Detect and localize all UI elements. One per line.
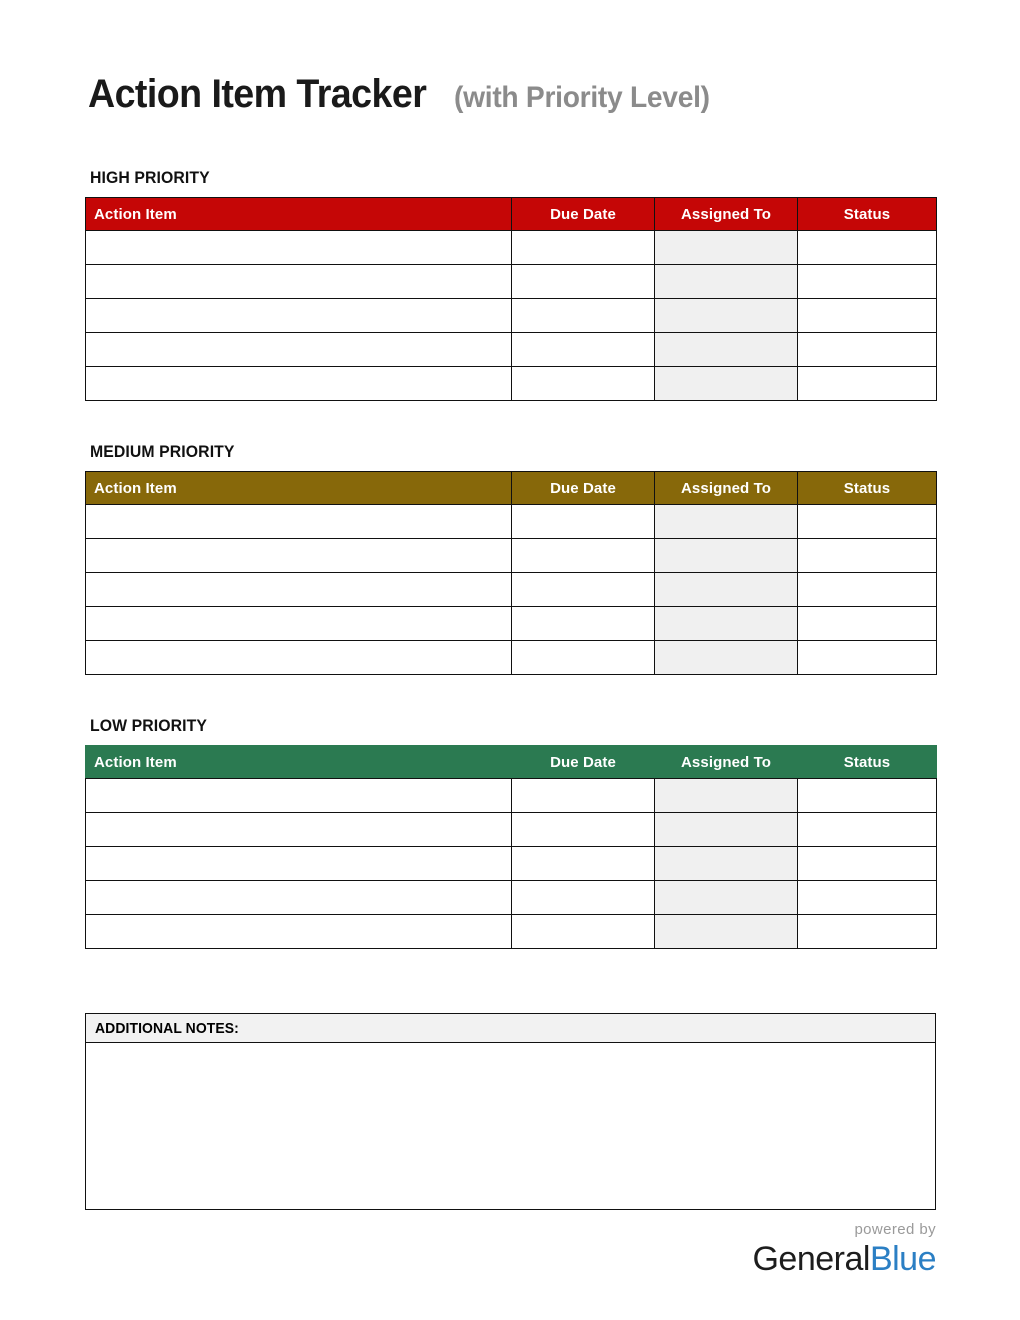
table-row[interactable] (86, 607, 937, 641)
column-header-assigned-to: Assigned To (655, 746, 798, 779)
table-header-row (86, 746, 937, 779)
table-header-row (86, 472, 937, 505)
cell-status[interactable] (798, 539, 937, 573)
cell-due-date[interactable] (512, 779, 655, 813)
cell-action-item[interactable] (86, 231, 512, 265)
cell-assigned-to[interactable] (655, 539, 798, 573)
additional-notes-label (85, 1013, 936, 1043)
section-low-priority (85, 716, 936, 949)
cell-assigned-to[interactable] (655, 813, 798, 847)
cell-due-date[interactable] (512, 299, 655, 333)
additional-notes-input[interactable] (85, 1043, 936, 1210)
cell-due-date[interactable] (512, 607, 655, 641)
cell-status[interactable] (798, 779, 937, 813)
table-row[interactable] (86, 505, 937, 539)
cell-status[interactable] (798, 881, 937, 915)
cell-due-date[interactable] (512, 573, 655, 607)
cell-action-item[interactable] (86, 779, 512, 813)
cell-due-date[interactable] (512, 813, 655, 847)
cell-assigned-to[interactable] (655, 299, 798, 333)
column-header-action-item: Action Item (86, 746, 512, 779)
brand-generalblue (752, 1242, 936, 1276)
page-title-main: Action Item Tracker (88, 72, 427, 116)
cell-assigned-to[interactable] (655, 607, 798, 641)
cell-status[interactable] (798, 573, 937, 607)
cell-assigned-to[interactable] (655, 881, 798, 915)
cell-assigned-to[interactable] (655, 333, 798, 367)
cell-due-date[interactable] (512, 539, 655, 573)
cell-status[interactable] (798, 265, 937, 299)
cell-due-date[interactable] (512, 915, 655, 949)
section-medium-priority (85, 442, 936, 675)
column-header-due-date: Due Date (512, 472, 655, 505)
cell-action-item[interactable] (86, 367, 512, 401)
cell-assigned-to[interactable] (655, 505, 798, 539)
cell-action-item[interactable] (86, 299, 512, 333)
section-label-high: HIGH PRIORITY (90, 168, 210, 187)
page-title (88, 72, 948, 117)
cell-action-item[interactable] (86, 539, 512, 573)
table-header-row (86, 198, 937, 231)
cell-status[interactable] (798, 813, 937, 847)
column-header-assigned-to: Assigned To (655, 198, 798, 231)
cell-status[interactable] (798, 847, 937, 881)
table-row[interactable] (86, 573, 937, 607)
cell-due-date[interactable] (512, 881, 655, 915)
cell-due-date[interactable] (512, 847, 655, 881)
cell-assigned-to[interactable] (655, 779, 798, 813)
table-row[interactable] (86, 641, 937, 675)
table-row[interactable] (86, 847, 937, 881)
cell-action-item[interactable] (86, 847, 512, 881)
cell-status[interactable] (798, 607, 937, 641)
cell-due-date[interactable] (512, 333, 655, 367)
section-high-priority (85, 168, 936, 401)
cell-action-item[interactable] (86, 641, 512, 675)
table-row[interactable] (86, 333, 937, 367)
cell-assigned-to[interactable] (655, 265, 798, 299)
cell-action-item[interactable] (86, 607, 512, 641)
column-header-action-item: Action Item (86, 198, 512, 231)
column-header-status: Status (798, 472, 937, 505)
column-header-status: Status (798, 198, 937, 231)
cell-due-date[interactable] (512, 265, 655, 299)
cell-assigned-to[interactable] (655, 231, 798, 265)
table-high-priority (85, 197, 937, 401)
cell-assigned-to[interactable] (655, 367, 798, 401)
table-row[interactable] (86, 231, 937, 265)
cell-action-item[interactable] (86, 265, 512, 299)
additional-notes-label-text: ADDITIONAL NOTES: (95, 1020, 239, 1037)
cell-status[interactable] (798, 231, 937, 265)
cell-action-item[interactable] (86, 881, 512, 915)
column-header-status: Status (798, 746, 937, 779)
powered-by-label: powered by (854, 1221, 936, 1238)
table-row[interactable] (86, 539, 937, 573)
column-header-due-date: Due Date (512, 746, 655, 779)
table-row[interactable] (86, 779, 937, 813)
cell-status[interactable] (798, 505, 937, 539)
footer-logo (752, 1222, 936, 1276)
table-row[interactable] (86, 915, 937, 949)
cell-assigned-to[interactable] (655, 573, 798, 607)
brand-blue-text: Blue (869, 1240, 936, 1278)
cell-status[interactable] (798, 333, 937, 367)
section-label-medium: MEDIUM PRIORITY (90, 442, 235, 461)
cell-due-date[interactable] (512, 367, 655, 401)
section-label-low: LOW PRIORITY (90, 716, 208, 735)
page-title-subtitle: (with Priority Level) (453, 81, 710, 114)
cell-due-date[interactable] (512, 231, 655, 265)
cell-action-item[interactable] (86, 813, 512, 847)
column-header-assigned-to: Assigned To (655, 472, 798, 505)
column-header-due-date: Due Date (512, 198, 655, 231)
table-low-priority (85, 745, 937, 949)
brand-general-text: General (752, 1240, 870, 1278)
cell-action-item[interactable] (86, 573, 512, 607)
cell-assigned-to[interactable] (655, 915, 798, 949)
cell-due-date[interactable] (512, 641, 655, 675)
cell-assigned-to[interactable] (655, 847, 798, 881)
table-row[interactable] (86, 813, 937, 847)
cell-action-item[interactable] (86, 333, 512, 367)
cell-action-item[interactable] (86, 915, 512, 949)
table-row[interactable] (86, 299, 937, 333)
table-row[interactable] (86, 881, 937, 915)
cell-assigned-to[interactable] (655, 641, 798, 675)
cell-action-item[interactable] (86, 505, 512, 539)
table-row[interactable] (86, 265, 937, 299)
column-header-action-item: Action Item (86, 472, 512, 505)
cell-status[interactable] (798, 915, 937, 949)
cell-status[interactable] (798, 641, 937, 675)
additional-notes-section (85, 1013, 936, 1210)
cell-status[interactable] (798, 299, 937, 333)
cell-due-date[interactable] (512, 505, 655, 539)
cell-status[interactable] (798, 367, 937, 401)
table-medium-priority (85, 471, 937, 675)
table-row[interactable] (86, 367, 937, 401)
